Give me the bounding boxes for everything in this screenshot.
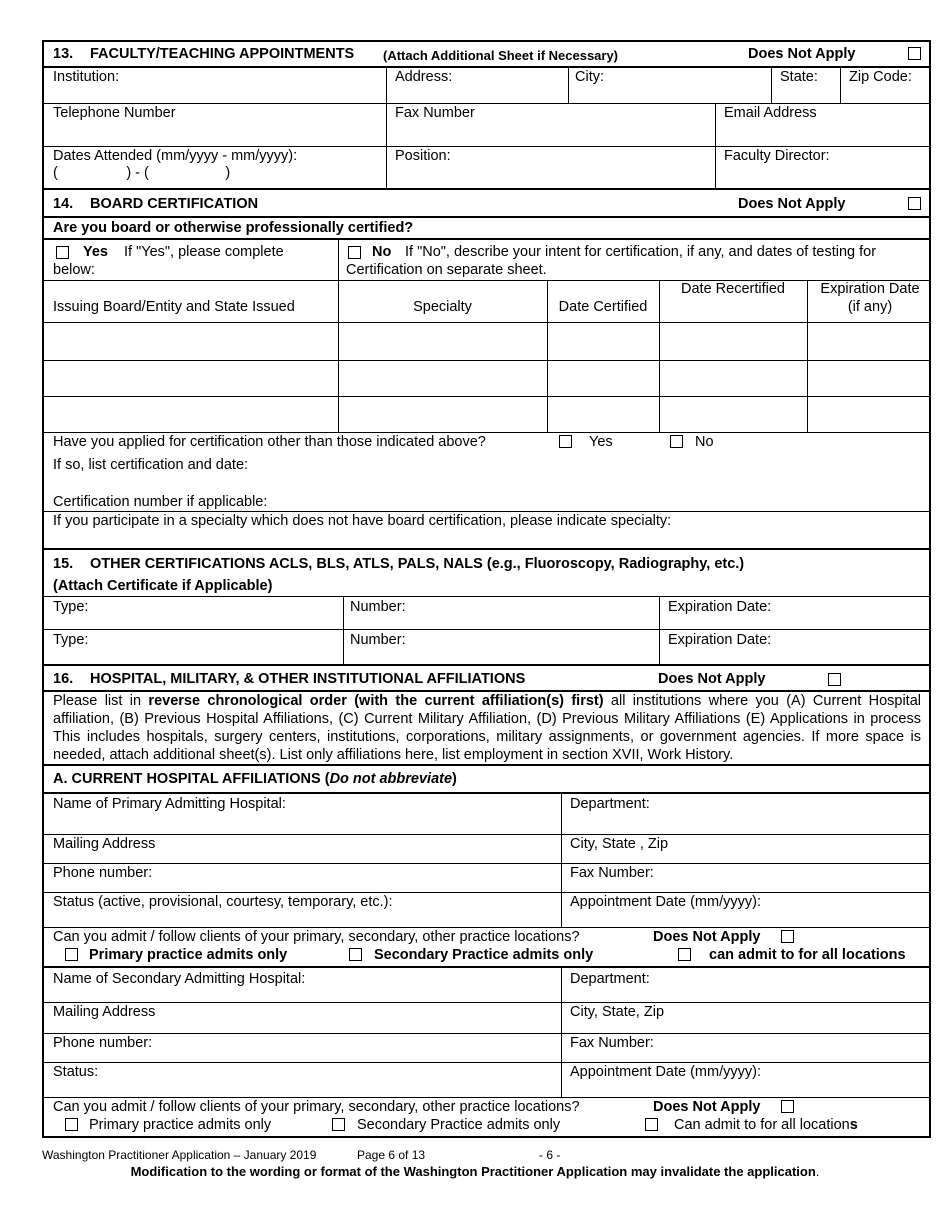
admit-secondary-does-not-apply-checkbox[interactable] (781, 1100, 794, 1113)
section-15-number: 15. (53, 556, 74, 572)
secondary-secondary-practice-label: Secondary Practice admits only (357, 1117, 561, 1133)
board-certified-no-checkbox[interactable] (348, 246, 361, 259)
address-field[interactable]: Address: (395, 69, 453, 85)
section-13-does-not-apply-checkbox[interactable] (908, 47, 921, 60)
admit-question-primary: Can you admit / follow clients of your primary, secondary, other practice locations? (53, 929, 580, 945)
dates-attended-format: ( ) - ( ) (53, 165, 231, 181)
secondary-hospital-name-field[interactable]: Name of Secondary Admitting Hospital: (53, 971, 306, 987)
admit-primary-does-not-apply-checkbox[interactable] (781, 930, 794, 943)
secondary-city-state-zip-field[interactable]: City, State, Zip (570, 1004, 665, 1020)
cert-table-row-1[interactable] (44, 322, 929, 323)
other-cert-expiration-1[interactable]: Expiration Date: (668, 599, 772, 615)
other-cert-number-2[interactable]: Number: (350, 632, 406, 648)
board-certified-yes-checkbox[interactable] (56, 246, 69, 259)
list-certification-field[interactable]: If so, list certification and date: (53, 457, 249, 473)
secondary-phone-field[interactable]: Phone number: (53, 1035, 153, 1051)
dates-attended-field[interactable]: Dates Attended (mm/yyyy - mm/yyyy): (53, 148, 298, 164)
fax-number-field[interactable]: Fax Number (395, 105, 475, 121)
secondary-status-field[interactable]: Status: (53, 1064, 99, 1080)
board-certified-question: Are you board or otherwise professionally certified? (53, 220, 414, 236)
primary-phone-field[interactable]: Phone number: (53, 865, 153, 881)
secondary-appointment-date-field[interactable]: Appointment Date (mm/yyyy): (570, 1064, 761, 1080)
footer-application-title: Washington Practitioner Application – January 2019 (42, 1148, 317, 1162)
board-certified-no-label: No (372, 244, 392, 260)
secondary-primary-practice-checkbox[interactable] (65, 1118, 78, 1131)
admit-secondary-does-not-apply-label: Does Not Apply (653, 1099, 761, 1115)
other-cert-type-1[interactable]: Type: (53, 599, 89, 615)
city-field[interactable]: City: (575, 69, 604, 85)
other-cert-type-2[interactable]: Type: (53, 632, 89, 648)
section-16-does-not-apply-checkbox[interactable] (828, 673, 841, 686)
certification-number-field[interactable]: Certification number if applicable: (53, 494, 268, 510)
section-14-does-not-apply-checkbox[interactable] (908, 197, 921, 210)
col-issuing-board: Issuing Board/Entity and State Issued (53, 299, 295, 315)
state-field[interactable]: State: (780, 69, 818, 85)
applied-yes-checkbox[interactable] (559, 435, 572, 448)
footer-modification-notice: Modification to the wording or format of the Washington Practitioner Application may invalidate the application. (130, 1164, 820, 1179)
primary-mailing-address-field[interactable]: Mailing Address (53, 836, 156, 852)
primary-city-state-zip-field[interactable]: City, State , Zip (570, 836, 669, 852)
section-14-does-not-apply-label: Does Not Apply (738, 196, 846, 212)
section-16-title: HOSPITAL, MILITARY, & OTHER INSTITUTIONAL AFFILIATIONS (90, 671, 526, 687)
primary-practice-admits-only-checkbox[interactable] (65, 948, 78, 961)
secondary-secondary-practice-checkbox[interactable] (332, 1118, 345, 1131)
primary-practice-admits-only-label: Primary practice admits only (89, 947, 288, 963)
admit-primary-does-not-apply-label: Does Not Apply (653, 929, 761, 945)
primary-department-field[interactable]: Department: (570, 796, 650, 812)
section-13-title: FACULTY/TEACHING APPOINTMENTS (90, 46, 355, 62)
secondary-primary-practice-label: Primary practice admits only (89, 1117, 272, 1133)
col-date-recertified: Date Recertified (681, 281, 785, 297)
primary-hospital-name-field[interactable]: Name of Primary Admitting Hospital: (53, 796, 286, 812)
section-16-number: 16. (53, 671, 74, 687)
admit-all-locations-label: can admit to for all locations (709, 947, 906, 963)
secondary-department-field[interactable]: Department: (570, 971, 650, 987)
applied-no-label: No (695, 434, 714, 450)
section-16-does-not-apply-label: Does Not Apply (658, 671, 766, 687)
applied-certification-question: Have you applied for certification other than those indicated above? (53, 434, 486, 450)
col-specialty: Specialty (413, 299, 472, 315)
institution-field[interactable]: Institution: (53, 69, 120, 85)
admit-all-locations-checkbox[interactable] (678, 948, 691, 961)
col-expiration-date-note: (if any) (847, 299, 893, 315)
footer-page-of: Page 6 of 13 (357, 1148, 426, 1162)
section-13-number: 13. (53, 46, 74, 62)
secondary-mailing-address-field[interactable]: Mailing Address (53, 1004, 156, 1020)
secondary-all-locations-label: Can admit to for all locations (674, 1117, 858, 1133)
section-15-title: OTHER CERTIFICATIONS ACLS, BLS, ATLS, PALS, NALS (e.g., Fluoroscopy, Radiography, etc.) (90, 556, 745, 572)
no-instruction: If "No", describe your intent for certification, if any, and dates of testing for (405, 244, 877, 260)
section-13-does-not-apply-label: Does Not Apply (748, 46, 856, 62)
secondary-practice-admits-only-label: Secondary Practice admits only (374, 947, 594, 963)
current-hospital-affiliations-heading: A. CURRENT HOSPITAL AFFILIATIONS (Do not abbreviate) (53, 771, 457, 787)
secondary-fax-field[interactable]: Fax Number: (570, 1035, 654, 1051)
secondary-practice-admits-only-checkbox[interactable] (349, 948, 362, 961)
cert-table-row-3[interactable] (44, 396, 929, 397)
yes-instruction-cont: below: (53, 262, 95, 278)
secondary-all-locations-checkbox[interactable] (645, 1118, 658, 1131)
footer-page-number: - 6 - (539, 1148, 561, 1162)
primary-status-field[interactable]: Status (active, provisional, courtesy, temporary, etc.): (53, 894, 393, 910)
section-15-attach-note: (Attach Certificate if Applicable) (53, 578, 273, 594)
cert-table-row-2[interactable] (44, 360, 929, 361)
section-13-attach-note: (Attach Additional Sheet if Necessary) (383, 48, 619, 63)
telephone-number-field[interactable]: Telephone Number (53, 105, 176, 121)
other-cert-expiration-2[interactable]: Expiration Date: (668, 632, 772, 648)
admit-question-secondary: Can you admit / follow clients of your primary, secondary, other practice locations? (53, 1099, 580, 1115)
email-address-field[interactable]: Email Address (724, 105, 817, 121)
yes-instruction: If "Yes", please complete (124, 244, 284, 260)
section-14-number: 14. (53, 196, 74, 212)
col-expiration-date: Expiration Date (820, 281, 920, 297)
no-board-specialty-field[interactable]: If you participate in a specialty which does not have board certification, please indicate specialty: (53, 513, 672, 529)
zip-code-field[interactable]: Zip Code: (849, 69, 912, 85)
col-date-certified: Date Certified (558, 299, 648, 315)
section-14-title: BOARD CERTIFICATION (90, 196, 259, 212)
other-cert-number-1[interactable]: Number: (350, 599, 406, 615)
applied-yes-label: Yes (589, 434, 613, 450)
no-instruction-cont: Certification on separate sheet. (346, 262, 547, 278)
faculty-director-field[interactable]: Faculty Director: (724, 148, 830, 164)
board-certified-yes-label: Yes (83, 244, 108, 260)
affiliations-instructions: Please list in reverse chronological order (with the current affiliation(s) first) all institutions where you (A) Current Hospital affiliation, (B) Previous Hospital Affiliations, (C) Current Military Affiliation, (D) Previous Military Affiliations (E) Applications in process This includes hospitals, surgery centers, institutions, corporations, military assignments, or government agencies. If more space is needed, attach additional sheet(s). List only affiliations here, list employment in section XVII, Work History. (53, 693, 921, 763)
primary-appointment-date-field[interactable]: Appointment Date (mm/yyyy): (570, 894, 761, 910)
position-field[interactable]: Position: (395, 148, 451, 164)
applied-no-checkbox[interactable] (670, 435, 683, 448)
primary-fax-field[interactable]: Fax Number: (570, 865, 654, 881)
application-form-page (42, 40, 931, 1138)
